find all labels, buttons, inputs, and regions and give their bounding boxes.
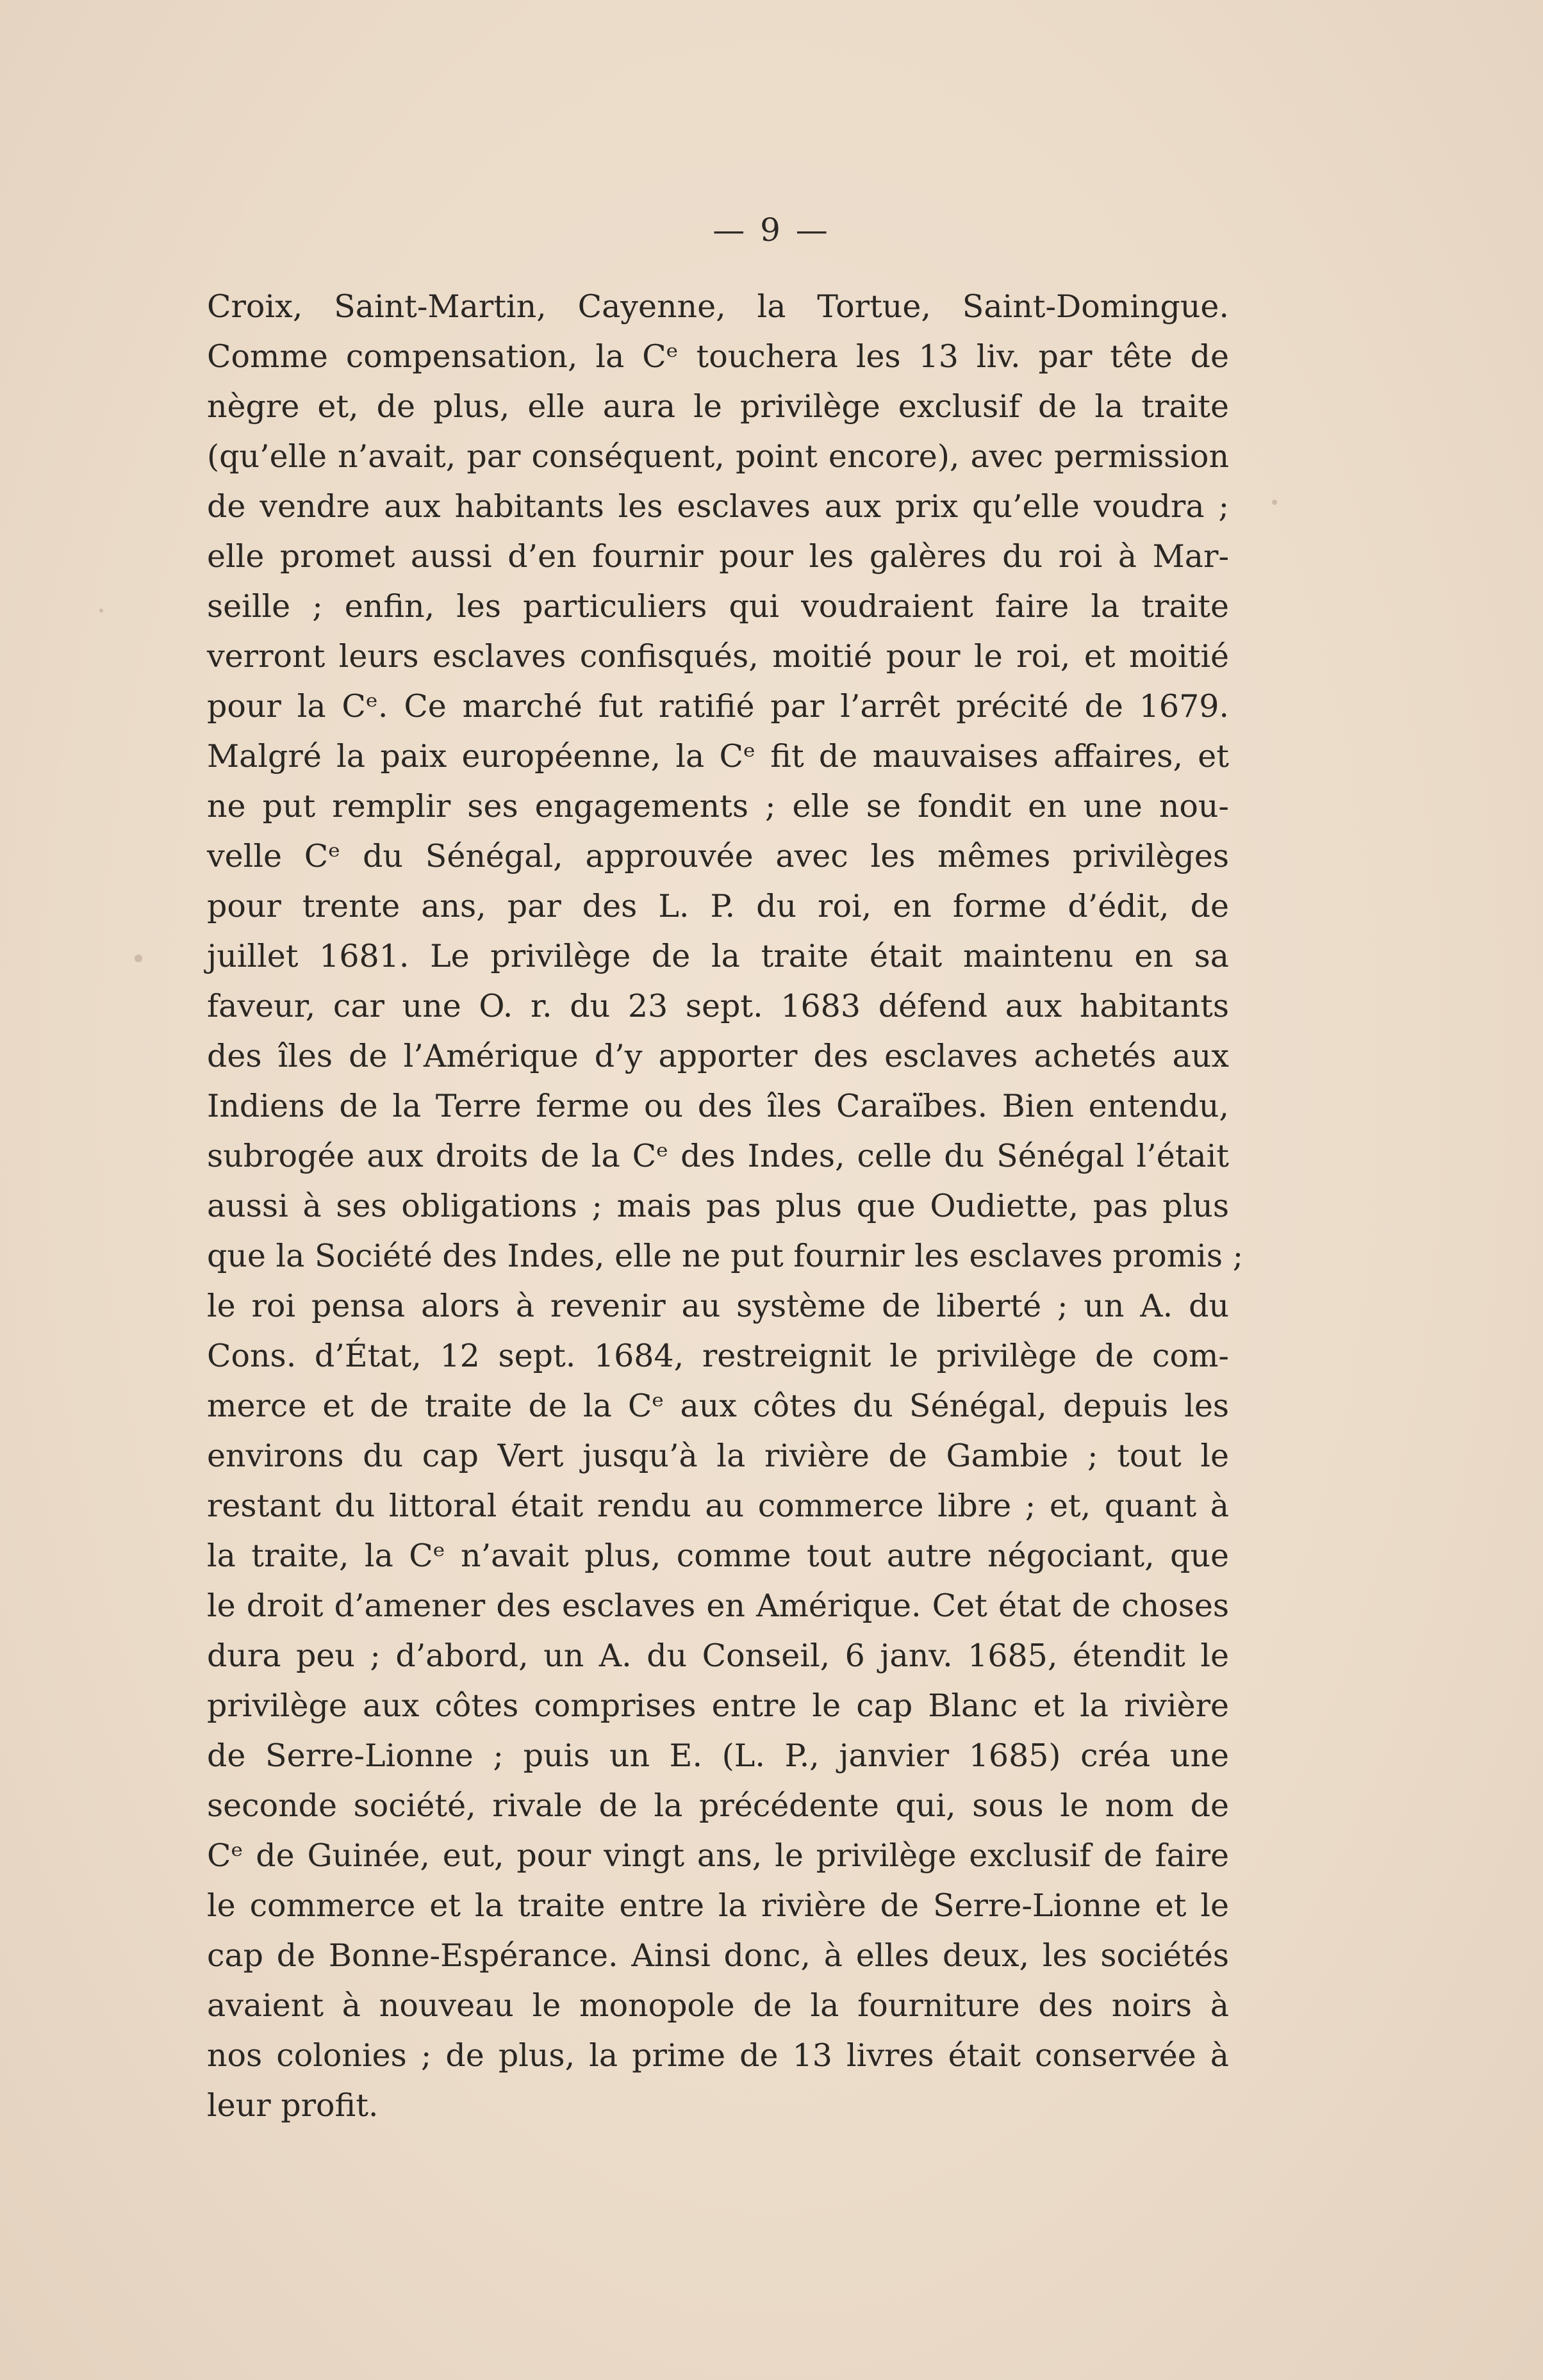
text-line: Comme compensation, la Cᵉ touchera les 13 liv. par tête de bbox=[207, 338, 1229, 375]
text-line: Cᵉ de Guinée, eut, pour vingt ans, le privilège exclusif de faire bbox=[207, 1837, 1229, 1874]
text-line: la traite, la Cᵉ n’avait plus, comme tout autre négociant, que bbox=[207, 1538, 1229, 1574]
text-line: environs du cap Vert jusqu’à la rivière de Gambie ; tout le bbox=[207, 1438, 1229, 1474]
text-line: Indiens de la Terre ferme ou des îles Caraïbes. Bien entendu, bbox=[207, 1088, 1229, 1124]
paper-speck bbox=[99, 609, 103, 612]
text-line: aussi à ses obligations ; mais pas plus que Oudiette, pas plus bbox=[207, 1188, 1229, 1224]
paper-speck bbox=[135, 955, 142, 962]
text-line: privilège aux côtes comprises entre le cap Blanc et la rivière bbox=[207, 1687, 1229, 1724]
text-line: des îles de l’Amérique d’y apporter des esclaves achetés aux bbox=[207, 1038, 1229, 1074]
text-line: juillet 1681. Le privilège de la traite était maintenu en sa bbox=[207, 938, 1229, 974]
text-line: le commerce et la traite entre la rivière de Serre-Lionne et le bbox=[207, 1887, 1229, 1924]
text-line: dura peu ; d’abord, un A. du Conseil, 6 janv. 1685, étendit le bbox=[207, 1637, 1229, 1674]
text-line: verront leurs esclaves confisqués, moitié pour le roi, et moitié bbox=[207, 638, 1229, 675]
text-line-last: leur profit. bbox=[207, 2087, 379, 2124]
text-line: nos colonies ; de plus, la prime de 13 livres était conservée à bbox=[207, 2037, 1229, 2074]
text-line: que la Société des Indes, elle ne put fournir les esclaves promis ; bbox=[207, 1238, 1244, 1274]
text-line: le roi pensa alors à revenir au système de liberté ; un A. du bbox=[207, 1288, 1229, 1324]
page-number: — 9 — bbox=[713, 211, 830, 249]
body-text bbox=[207, 282, 1244, 2131]
paper-speck bbox=[1272, 500, 1277, 505]
text-line: pour la Cᵉ. Ce marché fut ratifié par l’arrêt précité de 1679. bbox=[207, 688, 1229, 725]
text-line: cap de Bonne-Espérance. Ainsi donc, à elles deux, les sociétés bbox=[207, 1937, 1229, 1974]
text-line: de Serre-Lionne ; puis un E. (L. P., janvier 1685) créa une bbox=[207, 1737, 1229, 1774]
text-line: le droit d’amener des esclaves en Amérique. Cet état de choses bbox=[207, 1588, 1229, 1624]
text-line: seconde société, rivale de la précédente qui, sous le nom de bbox=[207, 1787, 1229, 1824]
text-line: de vendre aux habitants les esclaves aux prix qu’elle voudra ; bbox=[207, 488, 1229, 525]
text-line: faveur, car une O. r. du 23 sept. 1683 défend aux habitants bbox=[207, 988, 1229, 1024]
text-line: Cons. d’État, 12 sept. 1684, restreignit le privilège de com- bbox=[207, 1338, 1229, 1374]
text-line: subrogée aux droits de la Cᵉ des Indes, celle du Sénégal l’était bbox=[207, 1138, 1229, 1174]
text-line: velle Cᵉ du Sénégal, approuvée avec les mêmes privilèges bbox=[207, 838, 1229, 874]
text-line: ne put remplir ses engagements ; elle se fondit en une nou- bbox=[207, 788, 1229, 825]
text-line: seille ; enfin, les particuliers qui voudraient faire la traite bbox=[207, 588, 1229, 625]
text-line: restant du littoral était rendu au commerce libre ; et, quant à bbox=[207, 1488, 1229, 1524]
text-line: (qu’elle n’avait, par conséquent, point encore), avec permission bbox=[207, 438, 1229, 475]
text-line: elle promet aussi d’en fournir pour les galères du roi à Mar- bbox=[207, 538, 1229, 575]
text-line: Malgré la paix européenne, la Cᵉ fit de mauvaises affaires, et bbox=[207, 738, 1229, 775]
text-line: avaient à nouveau le monopole de la fourniture des noirs à bbox=[207, 1987, 1229, 2024]
text-line: nègre et, de plus, elle aura le privilège exclusif de la traite bbox=[207, 388, 1229, 425]
text-line: pour trente ans, par des L. P. du roi, en forme d’édit, de bbox=[207, 888, 1229, 924]
text-line: merce et de traite de la Cᵉ aux côtes du Sénégal, depuis les bbox=[207, 1388, 1229, 1424]
text-line: Croix, Saint-Martin, Cayenne, la Tortue, Saint-Domingue. bbox=[207, 288, 1229, 325]
